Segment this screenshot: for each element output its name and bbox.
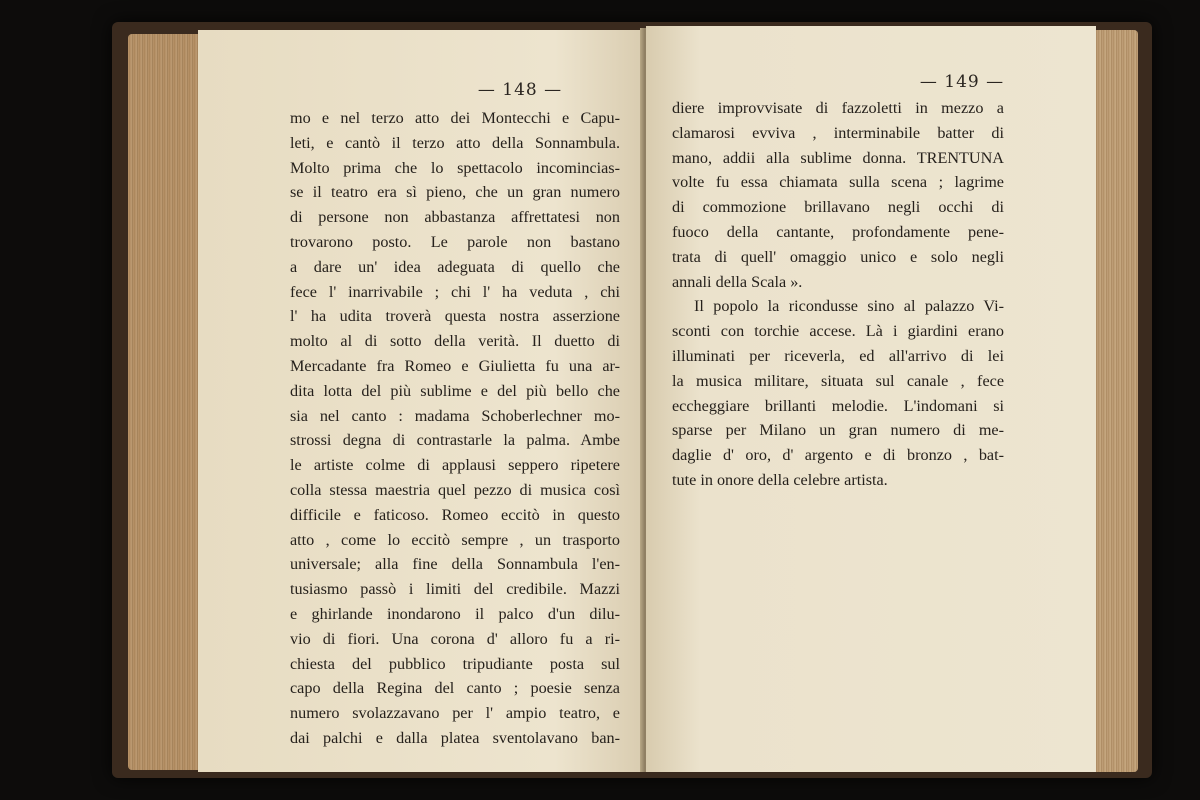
text-line: atto , come lo eccitò sempre , un trasporto xyxy=(290,530,620,549)
text-line: mo e nel terzo atto dei Montecchi e Capu- xyxy=(290,109,620,127)
text-line: mano, addii alla sublime donna. TRENTUNA xyxy=(672,148,1004,167)
text-line: le artiste colme di applausi seppero ripetere xyxy=(290,456,620,475)
text-line: di persone non abbastanza affrettatesi non xyxy=(290,208,620,227)
text-line: di commozione brillavano negli occhi di xyxy=(672,198,1004,217)
text-line: sconti con torchie accese. Là i giardini erano xyxy=(672,322,1004,341)
text-line: universale; alla fine della Sonnambula l'en- xyxy=(290,555,620,574)
text-line: annali della Scala ». xyxy=(672,272,803,291)
text-line: sia nel canto : madama Schoberlechner mo- xyxy=(290,406,620,425)
text-line: dita lotta del più sublime e del più bello che xyxy=(290,381,620,400)
right-page-number: — 149 — xyxy=(919,72,1005,92)
text-line: capo della Regina del canto ; poesie senza xyxy=(290,679,620,698)
text-line: Mercadante fra Romeo e Giulietta fu una ar- xyxy=(290,356,620,375)
text-line: leti, e cantò il terzo atto della Sonnambula. xyxy=(290,133,620,152)
text-line: tute in onore della celebre artista. xyxy=(672,470,888,489)
left-page-number: — 148 — xyxy=(477,80,563,100)
page-edges-right xyxy=(1092,30,1138,772)
text-line: trovarono posto. Le parole non bastano xyxy=(290,232,620,251)
text-line: eccheggiare brillanti melodie. L'indomani si xyxy=(672,396,1004,415)
text-line: clamarosi evviva , interminabile batter di xyxy=(672,123,1004,142)
text-line: difficile e faticoso. Romeo eccitò in questo xyxy=(290,505,620,524)
text-line: diere improvvisate di fazzoletti in mezzo a xyxy=(672,99,1004,117)
text-line: chiesta del pubblico tripudiante posta sul xyxy=(290,654,620,673)
text-line: fuoco della cantante, profondamente pene- xyxy=(672,222,1004,241)
text-line: l' ha udita troverà questa nostra asserzione xyxy=(290,307,620,326)
left-page xyxy=(198,30,644,772)
text-line: tusiasmo passò i limiti del credibile. Mazzi xyxy=(290,580,620,599)
text-line: dai palchi e dalla platea sventolavano ban- xyxy=(290,728,620,747)
text-line: Il popolo la ricondusse sino al palazzo Vi- xyxy=(694,297,1004,316)
text-line: sparse per Milano un gran numero di me- xyxy=(672,421,1004,440)
page-edges-left xyxy=(128,34,204,770)
text-line: illuminati per riceverla, ed all'arrivo di lei xyxy=(672,346,1004,365)
right-page-text xyxy=(672,96,1004,493)
text-line: strossi degna di contrastarle la palma. Ambe xyxy=(290,431,620,450)
text-line: colla stessa maestria quel pezzo di musica così xyxy=(290,480,620,499)
text-line: vio di fiori. Una corona d' alloro fu a ri- xyxy=(290,629,620,648)
text-line: fece l' inarrivabile ; chi l' ha veduta , chi xyxy=(290,282,620,301)
text-line: daglie d' oro, d' argento e di bronzo , bat- xyxy=(672,446,1004,465)
text-line: a dare un' idea adeguata di quello che xyxy=(290,257,620,276)
text-line: e ghirlande inondarono il palco d'un dilu- xyxy=(290,604,620,623)
text-line: Molto prima che lo spettacolo incomincias- xyxy=(290,158,620,177)
text-line: numero svolazzavano per l' ampio teatro, e xyxy=(290,704,620,723)
text-line: la musica militare, situata sul canale , fece xyxy=(672,371,1004,390)
text-line: se il teatro era sì pieno, che un gran numero xyxy=(290,183,620,202)
left-page-text xyxy=(290,106,620,751)
text-line: molto al di sotto della verità. Il duetto di xyxy=(290,332,620,351)
text-line: volte fu essa chiamata sulla scena ; lagrime xyxy=(672,173,1004,192)
text-line: trata di quell' omaggio unico e solo negli xyxy=(672,247,1004,266)
right-page xyxy=(646,26,1096,772)
